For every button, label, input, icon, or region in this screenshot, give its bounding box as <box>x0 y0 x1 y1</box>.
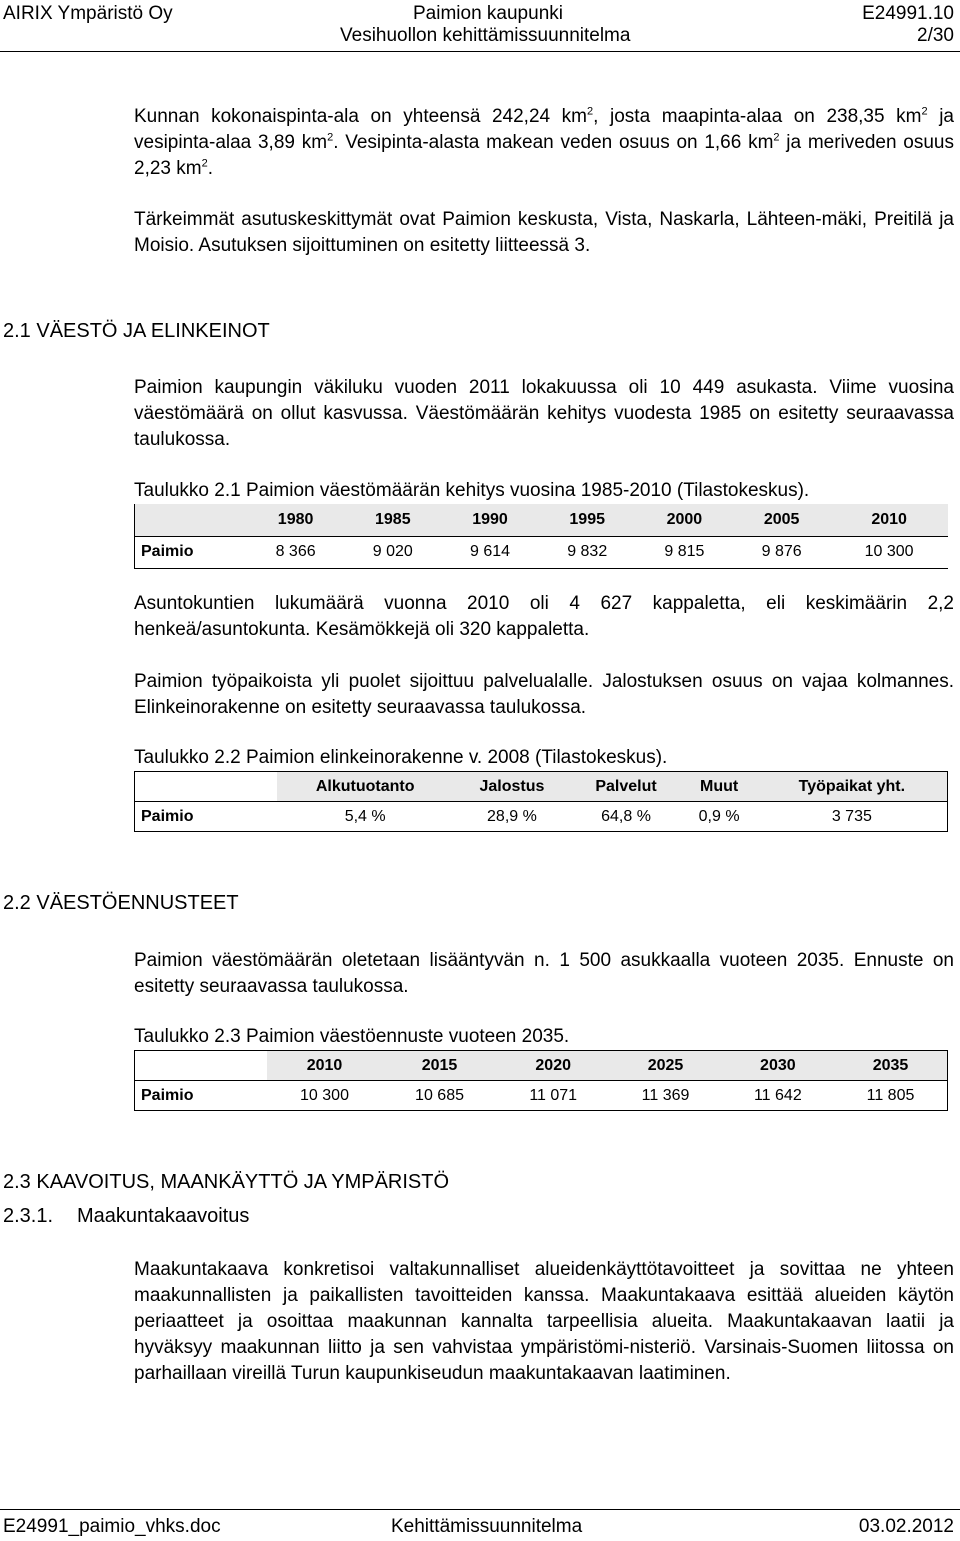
header-project-number: E24991.10 <box>862 3 954 24</box>
industry-structure-table <box>134 771 948 832</box>
households-paragraph: Asuntokuntien lukumäärä vuonna 2010 oli 4 627 kappaletta, eli keskimäärin 2,2 henkeä/asuntokunta. Kesämökkejä oli 320 kappaletta. <box>134 593 954 640</box>
table-row <box>135 802 948 832</box>
intro-text-3: ja vesipinta-alaa 3,89 km <box>134 106 954 153</box>
page-footer <box>0 1514 960 1540</box>
header-divider <box>0 51 960 52</box>
section-2-2-heading: 2.2 VÄESTÖENNUSTEET <box>3 892 239 914</box>
table-header-cell: Palvelut <box>571 772 682 802</box>
table-row <box>135 1081 948 1111</box>
intro-text-1: Kunnan kokonaispinta-ala on yhteensä 242,24 km <box>134 106 588 127</box>
footer-divider <box>0 1509 960 1510</box>
table-header-cell: 1985 <box>344 504 441 536</box>
table-header-cell <box>135 504 248 536</box>
section-2-1-heading: 2.1 VÄESTÖ JA ELINKEINOT <box>3 320 270 342</box>
table-header-row <box>135 1051 948 1081</box>
table-header-cell: 2020 <box>497 1051 609 1081</box>
table-header-cell <box>135 1051 268 1081</box>
table-cell: 28,9 % <box>487 807 537 825</box>
population-forecast-table <box>134 1050 948 1111</box>
table-cell: 11 369 <box>641 1086 690 1104</box>
table-header-cell: Työpaikat yht. <box>757 772 948 802</box>
sup: 2 <box>201 157 208 170</box>
table-row-label: Paimio <box>141 1086 194 1104</box>
sup: 2 <box>921 105 928 118</box>
sup: 2 <box>587 105 594 118</box>
page-header <box>0 0 960 52</box>
header-company: AIRIX Ympäristö Oy <box>3 3 173 24</box>
table-cell: 9 614 <box>469 543 511 560</box>
table-header-cell: 1990 <box>441 504 538 536</box>
table-row <box>135 536 949 568</box>
table-header-cell: 2035 <box>834 1051 947 1081</box>
table-cell: 9 020 <box>372 543 413 560</box>
table-cell: 11 071 <box>529 1086 578 1104</box>
table-header-row <box>135 504 949 536</box>
table-cell: 10 300 <box>864 543 914 560</box>
intro-text-6: . <box>207 158 213 179</box>
intro-text-5: ja meriveden osuus 2,23 km <box>134 132 954 179</box>
table-cell: 3 735 <box>831 807 872 825</box>
table-2-1-caption: Taulukko 2.1 Paimion väestömäärän kehitys vuosina 1985-2010 (Tilastokeskus). <box>134 480 810 501</box>
intro-text-2: , josta maapinta-alaa on 238,35 km <box>593 106 922 127</box>
footer-date: 03.02.2012 <box>858 1516 954 1537</box>
section-2-3-heading: 2.3 KAAVOITUS, MAANKÄYTTÖ JA YMPÄRISTÖ <box>3 1171 450 1193</box>
table-cell: 0,9 % <box>698 807 740 825</box>
table-header-cell: 2005 <box>733 504 830 536</box>
table-header-cell: Muut <box>682 772 757 802</box>
table-2-3-caption: Taulukko 2.3 Paimion väestöennuste vuoteen 2035. <box>134 1026 570 1047</box>
table-header-cell: Jalostus <box>453 772 570 802</box>
settlements-paragraph: Tärkeimmät asutuskeskittymät ovat Paimion keskusta, Vista, Naskarla, Lähteen-mäki, Preitilä ja Moisio. Asutuksen sijoittuminen on esitetty liitteessä 3. <box>134 209 954 256</box>
table-cell: 64,8 % <box>601 807 651 825</box>
table-header-cell: 2010 <box>830 504 948 536</box>
table-row-label: Paimio <box>141 543 194 560</box>
subsection-number: 2.3.1. <box>3 1205 54 1227</box>
table-row-label: Paimio <box>141 807 194 825</box>
table-2-2-caption: Taulukko 2.2 Paimion elinkeinorakenne v. 2008 (Tilastokeskus). <box>134 747 668 768</box>
table-header-cell: 2030 <box>722 1051 834 1081</box>
regional-plan-paragraph: Maakuntakaava konkretisoi valtakunnalliset alueidenkäyttötavoitteet ja sovittaa ne yhteen maakunnallisten ja paikallisten tavoitteiden kanssa. Maakuntakaava esittää alueiden käytön periaatteet ja osoittaa maakunnan kannalta tarpeellisia alueita. Maakuntakaavan laatii ja hyväksyy maakunnan liitto ja sen vahvistaa ympäristömi-nisteriö. Varsinais-Suomen liitossa on parhaillaan vireillä Turun kaupunkiseudun maakuntakaavan laatiminen. <box>134 1259 954 1384</box>
table-cell: 10 300 <box>300 1086 349 1104</box>
header-doc-title: Vesihuollon kehittämissuunnitelma <box>340 25 631 46</box>
footer-filename: E24991_paimio_vhks.doc <box>3 1516 221 1537</box>
table-cell: 5,4 % <box>344 807 386 825</box>
sup: 2 <box>327 131 334 144</box>
employment-paragraph: Paimion työpaikoista yli puolet sijoittuu palvelualalle. Jalostuksen osuus on vajaa kolmannes. Elinkeinorakenne on esitetty seuraavassa taulukossa. <box>134 671 954 718</box>
subsection-heading: Maakuntakaavoitus <box>77 1205 250 1227</box>
intro-paragraph-area <box>134 104 954 182</box>
footer-doc-type: Kehittämissuunnitelma <box>391 1516 583 1537</box>
table-cell: 9 832 <box>567 543 608 560</box>
table-cell: 11 805 <box>866 1086 915 1104</box>
table-header-cell: 2010 <box>267 1051 382 1081</box>
table-header-cell: 2000 <box>636 504 733 536</box>
table-cell: 8 366 <box>275 543 316 560</box>
table-header-cell: Alkutuotanto <box>277 772 453 802</box>
table-header-cell <box>135 772 278 802</box>
table-header-cell: 2025 <box>609 1051 721 1081</box>
table-header-row <box>135 772 948 802</box>
table-header-cell: 1980 <box>247 504 344 536</box>
table-header-cell: 2015 <box>382 1051 497 1081</box>
population-table <box>134 504 948 569</box>
header-page-number: 2/30 <box>917 25 954 46</box>
table-header-cell: 1995 <box>539 504 636 536</box>
table-cell: 11 642 <box>753 1086 802 1104</box>
population-paragraph: Paimion kaupungin väkiluku vuoden 2011 lokakuussa oli 10 449 asukasta. Viime vuosina väestömäärä on ollut kasvussa. Väestömäärän kehitys vuodesta 1985 on esitetty seuraavassa taulukossa. <box>134 377 954 450</box>
table-cell: 10 685 <box>415 1086 464 1104</box>
header-client: Paimion kaupunki <box>413 3 563 24</box>
sup: 2 <box>773 131 780 144</box>
table-cell: 9 876 <box>761 543 802 560</box>
table-cell: 9 815 <box>664 543 705 560</box>
intro-text-4: . Vesipinta-alasta makean veden osuus on 1,66 km <box>333 132 774 153</box>
forecast-paragraph: Paimion väestömäärän oletetaan lisääntyvän n. 1 500 asukkaalla vuoteen 2035. Ennuste on esitetty seuraavassa taulukossa. <box>134 950 954 997</box>
